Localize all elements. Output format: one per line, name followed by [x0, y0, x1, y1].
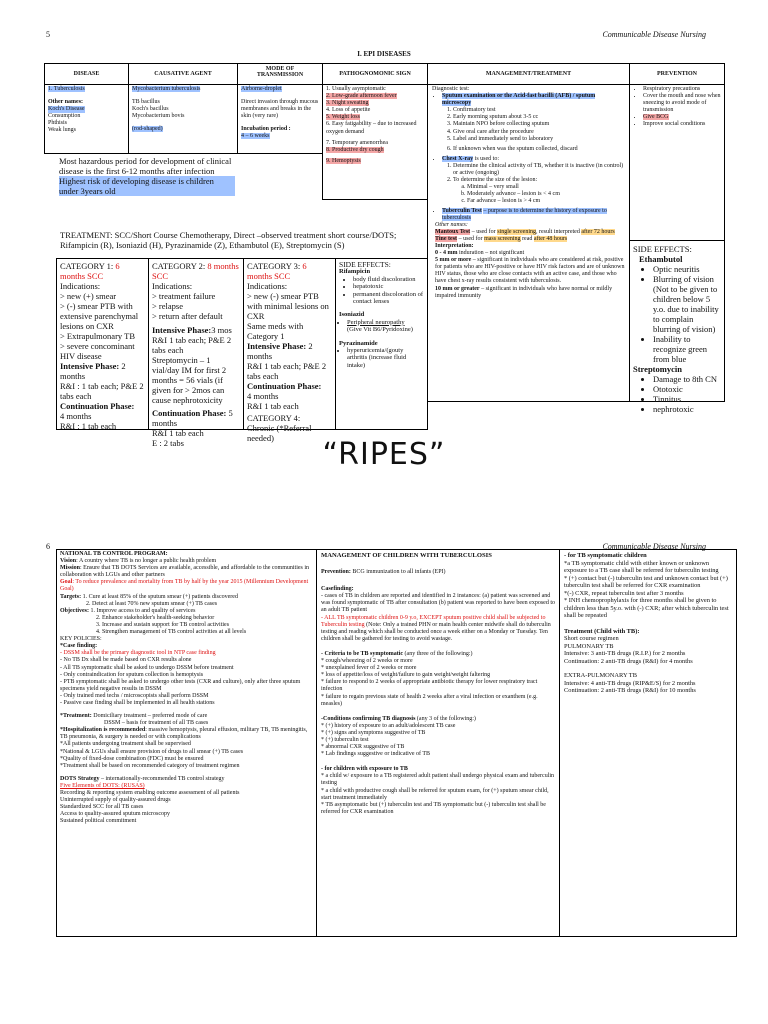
casefinding-text: - cases of TB in children are reported and identified in 2 instances: (a) patient was screened and was found symptomatic of TB after consultation (b) patient was reported to have been exposed to an adult TB patient: [321, 593, 555, 614]
agent-item: TB bacillus: [132, 99, 160, 106]
exposure-item: * a child w/ exposure to a TB registered adult patient shall undergo physical exam and tuberculin testing: [321, 773, 555, 787]
mission-text: : Ensure that TB DOTS Services are available, accessible, and affordable to the communities in collaboration with LGUs and other partners: [60, 565, 310, 579]
category-duration: 6 months SCC: [60, 261, 120, 281]
phase-line: 4 months: [60, 411, 92, 421]
child-treatment-line: Continuation: 2 anti-TB drugs (R&I) for 4 months: [564, 657, 693, 665]
drug-name: Pyrazinamide: [339, 339, 378, 347]
side-effects-label: SIDE EFFECTS:: [339, 260, 391, 269]
other-names-label: Other names:: [435, 221, 468, 228]
drug-effect: Peripheral neuropathy: [347, 318, 405, 326]
tine-label: Tine test: [435, 235, 458, 242]
category-line: Chronic (*Referral needed): [247, 423, 312, 443]
other-name: Consumption: [48, 113, 81, 120]
ntp-title: NATIONAL TB CONTROL PROGRAM:: [60, 551, 168, 557]
child-treatment-line: EXTRA-PULMONARY TB: [564, 672, 637, 679]
sign-item: 9. Hemoptysis: [326, 157, 361, 164]
hazard-highlight: Highest risk of developing disease is children under 3years old: [59, 176, 235, 196]
target-item: 2. Detect at least 70% new sputum smear (+) TB cases: [86, 600, 218, 607]
conditions-suffix: (any 3 of the following:): [416, 715, 476, 722]
phase-label: Intensive Phase:: [152, 325, 212, 335]
phase-line: Streptomycin – 1 vial/day IM for first 2 months = 56 vials (if given for > 2mos can cause nephrotoxicity: [152, 355, 227, 405]
interp-text: – significant in individuals who have normal or mildly impaired immunity: [435, 285, 613, 299]
children-title: MANAGEMENT OF CHILDREN WITH TUBERCULOSIS: [321, 552, 492, 559]
vision-text: : A country where TB is no longer a public health problem: [76, 558, 217, 565]
drug-effect: • Blurring of vision (Not to be given to children below 5 y.o. due to inability to complain blurring of vision): [653, 274, 721, 334]
header-text: MODE OF TRANSMISSION: [256, 66, 304, 78]
other-name: Phthisis: [48, 120, 68, 127]
disease-name: 1. Tuberculosis: [48, 86, 85, 92]
tine-text: read: [522, 235, 533, 242]
condition-item: * (+) history of exposure to an adult/adolescent TB case: [321, 722, 456, 729]
category-line: > relapse: [152, 301, 183, 311]
sign-item: 3. Night sweating: [326, 100, 369, 107]
interp-text: – significant in individuals who are considered at risk, positive for patients who are HIV-positive or have HIV risk factors and are of unknown HIV status, those who are close contacts with an active case, and those who have chest x-ray results consistent with tuberculosis.: [435, 257, 625, 285]
phase-line: R&I 1 tab each; P&E 2 tabs each: [152, 335, 232, 355]
col-header-disease: [44, 63, 129, 85]
symptomatic-children-column: [559, 549, 737, 937]
col-header-sign: [322, 63, 428, 85]
case-finding-item: - No TB Dx shall be made based on CXR results alone: [60, 657, 192, 664]
phase-line: R&I 1 tab each: [152, 428, 204, 438]
sputum-title: Sputum examination or the Acid-fast bacilli (AFB) / sputum microscopy: [442, 93, 596, 107]
targets-label: Targets:: [60, 593, 82, 600]
agent-main: Mycobacterium tuberculosis: [132, 86, 201, 92]
policy-item: *National & LGUs shall ensure provision of drugs to all smear (+) TB cases: [60, 748, 244, 755]
criteria-item: * cough/wheezing of 2 weeks or more: [321, 658, 413, 665]
treatment-text: Domiciliary treatment – preferred mode of care: [93, 713, 208, 720]
prevention-label: Prevention:: [321, 569, 351, 576]
category-line: > new (+) smear: [60, 291, 117, 301]
prevention-item: Give BCG: [643, 114, 669, 121]
side-effects-label: SIDE EFFECTS:: [633, 244, 692, 254]
phase-line: 2 months: [247, 341, 313, 361]
symptomatic-item: * INH chemoprophylaxis for three months shall be given to children less than 5y.o. with (-) CXR; after which tuberculin test shall be repeated: [564, 597, 729, 619]
hazard-note: [56, 154, 238, 198]
tuberculin-purpose: – purpose is to determine the history of exposure to tuberculosis: [442, 207, 607, 221]
mission-label: Mission: [60, 565, 81, 572]
agent-shape: (rod-shaped): [132, 126, 163, 133]
xray-title: Chest X-ray: [442, 155, 474, 162]
symptomatic-item: *a TB symptomatic child with either known or unknown exposure to a TB case shall be referred for tuberculin testing: [564, 559, 719, 574]
col-header-management: [427, 63, 630, 85]
category-title: CATEGORY 1:: [60, 261, 114, 271]
header-text: PREVENTION: [656, 71, 697, 77]
exposure-item: * TB asymptomatic but (+) tuberculin test and TB symptomatic but (-) tuberculin test shall be referred for CXR examination: [321, 801, 546, 815]
hazard-text: Most hazardous period for development of clinical disease is the first 6-12 months after infection: [59, 156, 232, 176]
criteria-suffix: (any three of the following:): [404, 650, 473, 657]
exposure-item: * a child with productive cough shall be referred for sputum exam, for (+) sputum smear child, start treatment immediately: [321, 787, 549, 801]
xray-step-text: To determine the size of the lesion:: [453, 177, 538, 184]
treatment-line: TREATMENT: SCC/Short Course Chemotherapy, Direct –observed treatment short course/DOTS;: [60, 230, 397, 240]
dots-element: Recording & reporting system enabling outcome assessment of all patients: [60, 790, 240, 796]
child-treatment-line: Intensive: 4 anti-TB drugs (RIP&E/S) for 2 months: [564, 679, 696, 687]
treatment-label: *Treatment:: [60, 713, 92, 720]
page-number: 5: [46, 30, 50, 39]
dots-text: – internationally-recommended TB control strategy: [101, 775, 225, 782]
drug-effect: • Optic neuritis: [653, 264, 721, 274]
col-header-transmission: [237, 63, 323, 85]
prevention-text: BCG immunization to all infants (EPI): [352, 569, 446, 576]
case-finding-item: - Only contraindication for sputum collection is hemoptysis: [60, 671, 204, 678]
ntp-column: [56, 549, 317, 937]
phase-line: 2 months: [60, 361, 126, 381]
case-finding-item: - PTB symptomatic shall be asked to undergo other tests (CXR and culture), only after three sputum specimens yield negative results in DSSM: [60, 678, 301, 692]
interp-value: 10 mm or greater: [435, 285, 480, 292]
sign-item: 8. Productive dry cough: [326, 146, 384, 153]
interp-text: induration – not significant: [459, 250, 525, 257]
dots-element: Uninterrupted supply of quality-assured drugs: [60, 797, 171, 804]
side-effects-box: [335, 258, 428, 430]
treatment-line: Rifampicin (R), Isoniazid (H), Pyrazinamide (Z), Ethambutol (E), Streptomycin (S): [60, 240, 345, 250]
category-title: CATEGORY 2:: [152, 261, 206, 271]
cell-transmission: [237, 84, 323, 154]
category-line: Indications:: [152, 281, 193, 291]
sputum-step: 5. Label and immediately send to laboratory: [453, 136, 625, 143]
criteria-item: * failure to respond to 2 weeks of appropriate antibiotic therapy for lower respiratory tract infection: [321, 679, 538, 693]
category-line: Indications:: [60, 281, 101, 291]
sign-item: 1. Usually asymptomatic: [326, 86, 386, 92]
target-item: 1. Cure at least 85% of the sputum smear (+) patients discovered: [82, 593, 238, 600]
transmission-desc: Direct invasion through mucous membranes and breaks in the skin (very rare): [241, 99, 319, 120]
objective-item: 1. Improve access to and quality of services: [90, 607, 196, 614]
children-column: [316, 549, 560, 937]
goal-label: Goal: [60, 579, 73, 586]
phase-line: 5 months: [152, 408, 233, 428]
objective-item: 2. Enhance stakeholder's health-seeking behavior: [96, 614, 215, 621]
category-3: [243, 258, 336, 443]
incubation-value: 4 – 6 weeks: [241, 133, 270, 140]
interpretation-label: Interpretation:: [435, 242, 474, 249]
sputum-step: 2. Early morning sputum about 3-5 cc: [453, 114, 625, 121]
child-treatment-line: [564, 665, 732, 672]
drug-effect: • Damage to 8th CN: [653, 374, 721, 384]
dots-element: Standardized SCC for all TB cases: [60, 804, 144, 811]
running-header: Communicable Disease Nursing: [602, 30, 706, 39]
phase-label: Intensive Phase:: [60, 361, 120, 371]
prevention-item: • Cover the mouth and nose when sneezing to avoid mode of transmission: [643, 93, 721, 114]
phase-label: Continuation Phase:: [152, 408, 227, 418]
category-line: > (-) smear PTB with extensive parenchymal lesions on CXR: [60, 301, 139, 331]
objective-item: 4. Strengthen management of TB control activities at all levels: [96, 629, 247, 636]
category-line: > Extrapulmonary TB: [60, 331, 135, 341]
header-text: MANAGEMENT/TREATMENT: [485, 71, 572, 77]
case-finding-item: - DSSM shall be the primary diagnostic tool in NTP case finding: [60, 650, 216, 657]
policy-item: *Treatment shall be based on recommended category of treatment regimen: [60, 762, 240, 769]
criteria-label: - Criteria to be TB symptomatic: [321, 650, 404, 657]
sputum-step: 6. If unknown when was the sputum collected, discard: [453, 146, 625, 153]
case-finding-item: - All TB symptomatic shall be asked to undergo DSSM before treatment: [60, 664, 234, 671]
drug-effect: • hepatotoxic: [353, 283, 424, 290]
dots-element: Sustained political commitment: [60, 818, 137, 825]
exposure-label: - for children with exposure to TB: [321, 766, 408, 773]
header-text: DISEASE: [73, 71, 100, 77]
category-line: > treatment failure: [152, 291, 216, 301]
drug-note: (Give Vit B6/Pyridoxine): [347, 326, 413, 334]
phase-line: 4 months: [247, 391, 279, 401]
mantoux-highlight: after 72 hours: [581, 228, 615, 235]
xray-step: [453, 177, 625, 205]
policy-item: *Quality of fixed-dose combination (FDC) must be ensured: [60, 755, 204, 762]
case-finding-item: - Passive case finding shall be implemented in all health stations: [60, 699, 215, 706]
phase-line: R&I : 1 tab each: [60, 421, 117, 431]
category-line: > severe concominant HIV disease: [60, 341, 135, 361]
objectives-label: Objectives:: [60, 607, 89, 614]
xray-size: c. Far advance – lesion is > 4 cm: [467, 198, 625, 205]
mantoux-label: Mantoux Test: [435, 228, 471, 235]
criteria-item: * loss of appetite/loss of weight/failure to gain weight/weight faltering: [321, 672, 491, 679]
prevention-item: • Respiratory precautions: [643, 86, 721, 93]
sputum-step: 1. Confirmatory test: [453, 107, 625, 114]
condition-item: * (+) signs and symptoms suggestive of TB: [321, 729, 426, 736]
objective-item: 3. Increase and sustain support for TB control activities: [96, 621, 230, 628]
category-line: Same meds with Category 1: [247, 321, 304, 341]
agent-item: Koch's bacillus: [132, 106, 169, 113]
other-names-label: Other names:: [48, 99, 84, 106]
child-treatment-label: Treatment (Child with TB):: [564, 627, 640, 635]
vision-label: Vision: [60, 558, 77, 565]
drug-effect: • Inability to recognize green from blue: [653, 334, 721, 364]
phase-line: 3 mos: [211, 325, 232, 335]
category-line: Indications:: [247, 281, 288, 291]
phase-label: Intensive Phase:: [247, 341, 307, 351]
mantoux-text: – used for: [471, 228, 496, 235]
mantoux-highlight: single screening: [497, 228, 537, 235]
condition-item: * Lab findings suggestive or indicative of TB: [321, 751, 431, 758]
phase-line: R&I 1 tab each; P&E 2 tabs each: [247, 361, 327, 381]
symptomatic-item: * (+) contact but (-) tuberculin test and unknown contact but (+) tuberculin test shall be referred for CXR examination: [564, 574, 728, 589]
cell-agent: [128, 84, 238, 154]
condition-item: * (+) tuberculin test: [321, 736, 369, 743]
category-4-title: CATEGORY 4:: [247, 413, 301, 423]
tuberculin-title: Tuberculin Test: [442, 207, 482, 214]
phase-label: Continuation Phase:: [60, 401, 135, 411]
hospitalization-text: : massive hemoptysis, pleural effusion, military TB, TB meningitis, TB pneumonia, & surgery is needed or with complications: [60, 727, 308, 741]
category-duration: 8 months SCC: [152, 261, 239, 281]
child-treatment-line: Continuation: 2 anti-TB drugs (R&I) for 10 months: [564, 687, 696, 694]
side-effects-box-right: [629, 240, 725, 414]
drug-name: Isoniazid: [339, 311, 365, 319]
drug-name: Rifampicin: [339, 268, 371, 276]
sputum-step: 4. Give oral care after the procedure: [453, 129, 625, 136]
dots-element: Access to quality-assured sputum microscopy: [60, 811, 170, 818]
col-header-agent: [128, 63, 238, 85]
case-finding-item: - Only trained med techs / microscopists shall perform DSSM: [60, 692, 209, 699]
category-duration: 6 months SCC: [247, 261, 307, 281]
sign-item: 6. Easy fatigability – due to increased oxygen demand: [326, 121, 417, 135]
other-name: Koch's Disease: [48, 106, 85, 113]
child-treatment-line: PULMONARY TB: [564, 642, 614, 650]
header-text: CAUSATIVE AGENT: [154, 71, 212, 77]
cell-management: [427, 84, 630, 402]
sign-item: 4. Loss of appetite: [326, 107, 371, 114]
ripes-mnemonic: “RIPES”: [322, 437, 446, 472]
header-text: PATHOGNOMONIC SIGN: [339, 71, 411, 77]
hospitalization-label: *Hospitalization is recommended: [60, 727, 146, 734]
drug-effect: • body fluid discoloration: [353, 276, 424, 283]
conditions-label: -Conditions confirming TB diagnosis: [321, 715, 416, 722]
agent-item: Mycobacterium bovis: [132, 113, 185, 120]
category-title: CATEGORY 3:: [247, 261, 301, 271]
sign-item: 5. Weight loss: [326, 114, 360, 121]
page-6: [0, 512, 768, 1024]
diag-label: Diagnostic test:: [432, 86, 470, 92]
tine-highlight: after 48 hours: [533, 235, 568, 242]
tuberculin-note: (Note: Only a trained PHN or main health center midwife shall do tuberculin testing and reading which shall be conducted once a week either on a Monday or Tuesday. Ten children shall be gathered for testing to avoid wastage.: [321, 621, 551, 642]
drug-effect: • Ototoxic: [653, 384, 721, 394]
tuberculin-testing-rule: - ALL TB symptomatic children 0-9 y.o, EXCEPT sputum positive child shall be subjected to Tuberculin testing: [321, 614, 546, 628]
prevention-item: • Improve social conditions: [643, 121, 721, 128]
key-policies-label: KEY POLICIES:: [60, 636, 102, 643]
criteria-item: * unexplained fever of 2 weeks or more: [321, 665, 417, 672]
phase-line: E : 2 tabs: [152, 438, 184, 448]
treatment-text: DSSM – basis for treatment of all TB cases: [104, 720, 209, 727]
symptomatic-title: - for TB symptomatic children: [564, 552, 647, 559]
sign-item: 2. Low-grade afternoon fever: [326, 93, 397, 100]
symptomatic-item: *(-) CXR, repeat tuberculin test after 3 months: [564, 589, 684, 597]
treatment-summary: [56, 229, 428, 257]
drug-effect: • nephrotoxic: [653, 404, 721, 414]
xray-size: a. Minimal – very small: [467, 184, 625, 191]
condition-item: * abnormal CXR suggestive of TB: [321, 744, 405, 751]
xray-size: b. Moderately advance – lesion is < 4 cm: [467, 191, 625, 198]
mantoux-text: , result interpreted: [536, 228, 580, 235]
criteria-item: * failure to regain previous state of health 2 weeks after a viral infection or exanthem (e.g. measles): [321, 693, 538, 707]
interp-value: 0 - 4 mm: [435, 250, 458, 257]
sputum-step: 3. Maintain NPO before collecting sputum: [453, 121, 625, 128]
category-line: > new (-) smear PTB with minimal lesions on CXR: [247, 291, 329, 321]
cell-disease: [44, 84, 129, 154]
five-elements-label: Five Elements of DOTS: (RUSAS): [60, 782, 145, 789]
incubation-label: Incubation period :: [241, 126, 291, 133]
sign-item: 7. Temporary amenorrhea: [326, 139, 388, 146]
page-number: 6: [46, 542, 50, 551]
drug-name: Ethambutol: [639, 254, 683, 264]
drug-name: Streptomycin: [633, 364, 682, 374]
drug-effect: • Tinnitus: [653, 394, 721, 404]
other-name: Weak lungs: [48, 127, 77, 134]
category-1: [56, 258, 149, 430]
dots-label: DOTS Strategy: [60, 775, 100, 782]
xray-suffix: is used to:: [474, 155, 500, 162]
phase-label: Continuation Phase:: [247, 381, 322, 391]
tine-text: – used for: [458, 235, 483, 242]
goal-text: : To reduce prevalence and mortality from TB by half by the year 2015 (Millennium Development Goal): [60, 579, 309, 593]
drug-effect: • permanent discoloration of contact lenses: [353, 291, 424, 306]
section-title: I. EPI DISEASES: [357, 50, 411, 58]
child-treatment-line: Short course regimen: [564, 635, 619, 642]
running-header: Communicable Disease Nursing: [602, 542, 706, 551]
cell-signs: [322, 84, 428, 200]
transmission-main: Airborne-droplet: [241, 86, 282, 92]
policy-item: *All patients undergoing treatment shall be supervised: [60, 741, 191, 748]
phase-line: R&I : 1 tab each; P&E 2 tabs each: [60, 381, 144, 401]
casefinding-label: Casefinding:: [321, 586, 354, 593]
drug-effect: • hyperuricemia/(gouty arthritis (increase fluid intake): [347, 347, 424, 369]
case-finding-label: *Case finding:: [60, 643, 98, 650]
interp-value: 5 mm or more: [435, 257, 472, 264]
category-line: > return after default: [152, 311, 223, 321]
xray-step: 1. Determine the clinical activity of TB, whether it is inactive (in control) or active (ongoing): [453, 163, 625, 177]
category-2: [148, 258, 244, 448]
tine-highlight: mass screening: [484, 235, 521, 242]
phase-line: R&I 1 tab each: [247, 401, 299, 411]
child-treatment-line: Intensive: 3 anti-TB drugs (R.I.P.) for 2 months: [564, 650, 686, 657]
col-header-prevention: [629, 63, 725, 85]
